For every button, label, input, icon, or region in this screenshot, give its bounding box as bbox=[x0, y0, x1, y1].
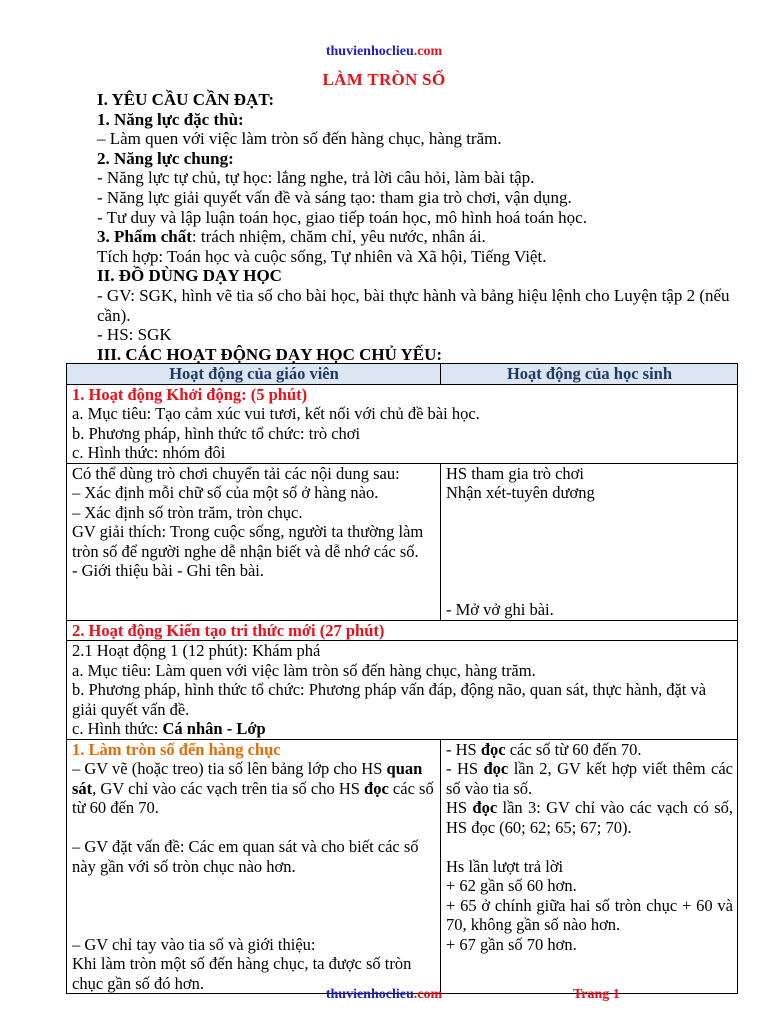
activity-method: b. Phương pháp, hình thức tổ chức: trò chơi bbox=[72, 423, 361, 443]
cell-text: - HS đọc các số từ 60 đến 70. bbox=[446, 739, 642, 759]
table-row bbox=[67, 620, 738, 641]
paragraph: - HS: SGK bbox=[97, 325, 172, 345]
teacher-cell bbox=[67, 463, 441, 620]
paragraph: - GV: SGK, hình vẽ tia số cho bài học, bài thực hành và bảng hiệu lệnh cho Luyện tập 2 (nếu cần). bbox=[97, 285, 730, 325]
section-heading: II. ĐỒ DÙNG DẠY HỌC bbox=[97, 266, 282, 286]
cell-text: 2.1 Hoạt động 1 (12 phút): Khám phá bbox=[72, 641, 321, 660]
page-title: LÀM TRÒN SỐ bbox=[322, 70, 446, 89]
activity-form: c. Hình thức: nhóm đôi bbox=[72, 443, 226, 462]
cell-heading: 1. Làm tròn số đến hàng chục bbox=[72, 739, 281, 759]
activity-title: 1. Hoạt động Khởi động: (5 phút) bbox=[72, 384, 308, 404]
cell-text: c. Hình thức: Cá nhân - Lớp bbox=[72, 719, 266, 738]
paragraph: - Năng lực giải quyết vấn đề và sáng tạo: tham gia trò chơi, vận dụng. bbox=[97, 187, 572, 207]
cell-text: HS tham gia trò chơi bbox=[446, 463, 584, 483]
cell-text: Hs lần lượt trả lời bbox=[446, 856, 564, 876]
footer-site: thuvienhoclieu.com bbox=[325, 987, 443, 1002]
table-row bbox=[67, 739, 738, 994]
cell-text: + 67 gần số 70 hơn. bbox=[446, 934, 577, 954]
cell-text: b. Phương pháp, hình thức tổ chức: Phương pháp vấn đáp, động não, quan sát, thực hành, đặt và giải quyết vấn đề. bbox=[72, 680, 707, 719]
paragraph: - Năng lực tự chủ, tự học: lắng nghe, trả lời câu hỏi, làm bài tập. bbox=[97, 168, 535, 188]
cell-text: HS đọc lần 3: GV chỉ vào các vạch có số, HS đọc (60; 62; 65; 67; 70). bbox=[446, 798, 734, 837]
col-header-student: Hoạt động của học sinh bbox=[441, 364, 738, 385]
cell-text: GV giải thích: Trong cuộc sống, người ta thường làm tròn số để người nghe dễ nhận biết và dễ nhớ các số. bbox=[72, 522, 424, 561]
section-heading: III. CÁC HOẠT ĐỘNG DẠY HỌC CHỦ YẾU: bbox=[97, 344, 443, 364]
paragraph: – Làm quen với việc làm tròn số đến hàng chục, hàng trăm. bbox=[97, 129, 502, 149]
cell-text: - HS đọc lần 2, GV kết hợp viết thêm các số vào tia số. bbox=[446, 759, 734, 798]
col-header-teacher: Hoạt động của giáo viên bbox=[67, 364, 441, 385]
cell-text: Nhận xét-tuyên dương bbox=[446, 483, 595, 502]
teacher-cell bbox=[67, 739, 441, 994]
cell-text: a. Mục tiêu: Làm quen với việc làm tròn số đến hàng chục, hàng trăm. bbox=[72, 660, 536, 680]
cell-text: – Xác định mỗi chữ số của một số ở hàng nào. bbox=[72, 483, 379, 502]
section-heading: I. YÊU CẦU CẦN ĐẠT: bbox=[97, 90, 275, 109]
activity-goal: a. Mục tiêu: Tạo cảm xúc vui tươi, kết nối với chủ đề bài học. bbox=[72, 404, 480, 423]
activities-table bbox=[66, 363, 738, 994]
cell-text: + 65 ở chính giữa hai số tròn chục + 60 và 70, không gần số nào hơn. bbox=[446, 895, 733, 934]
paragraph: 3. Phẩm chất: trách nhiệm, chăm chỉ, yêu nước, nhân ái. bbox=[97, 227, 486, 247]
cell-text: - Mở vở ghi bài. bbox=[446, 600, 554, 619]
cell-text: – GV vẽ (hoặc treo) tia số lên bảng lớp cho HS quan sát, GV chỉ vào các vạch trên tia số cho HS đọc các số từ 60 đến 70. bbox=[72, 759, 434, 817]
cell-text: – GV đặt vấn đề: Các em quan sát và cho biết các số này gần với số tròn chục nào hơn. bbox=[72, 837, 419, 876]
subsection-heading: 2. Năng lực chung: bbox=[97, 148, 234, 168]
activity-2-title-cell bbox=[67, 620, 738, 641]
paragraph: - Tư duy và lập luận toán học, giao tiếp toán học, mô hình hoá toán học. bbox=[97, 207, 587, 227]
cell-text: + 62 gần số 60 hơn. bbox=[446, 876, 577, 895]
document-body bbox=[97, 90, 737, 364]
page-number: Trang 1 bbox=[573, 987, 620, 1002]
paragraph: Tích hợp: Toán học và cuộc sống, Tự nhiên và Xã hội, Tiếng Việt. bbox=[97, 246, 547, 266]
activity-2-info bbox=[67, 641, 738, 740]
subsection-heading: 1. Năng lực đặc thù: bbox=[97, 109, 244, 129]
activity-title: 2. Hoạt động Kiến tạo tri thức mới (27 phút) bbox=[72, 620, 385, 640]
cell-text: Khi làm tròn một số đến hàng chục, ta được số tròn chục gần số đó hơn. bbox=[72, 954, 412, 993]
cell-text: Có thể dùng trò chơi chuyển tải các nội dung sau: bbox=[72, 463, 400, 483]
cell-text: - Giới thiệu bài - Ghi tên bài. bbox=[72, 561, 265, 580]
student-cell bbox=[441, 463, 738, 620]
header-site: thuvienhoclieu.com bbox=[325, 44, 443, 59]
cell-text: – GV chỉ tay vào tia số và giới thiệu: bbox=[72, 934, 316, 954]
activity-1-info bbox=[67, 384, 738, 463]
table-row bbox=[67, 463, 738, 620]
student-cell bbox=[441, 739, 738, 994]
table-row bbox=[67, 384, 738, 463]
table-row bbox=[67, 641, 738, 740]
table-header-row bbox=[67, 364, 738, 385]
cell-text: – Xác định số tròn trăm, tròn chục. bbox=[72, 502, 303, 522]
